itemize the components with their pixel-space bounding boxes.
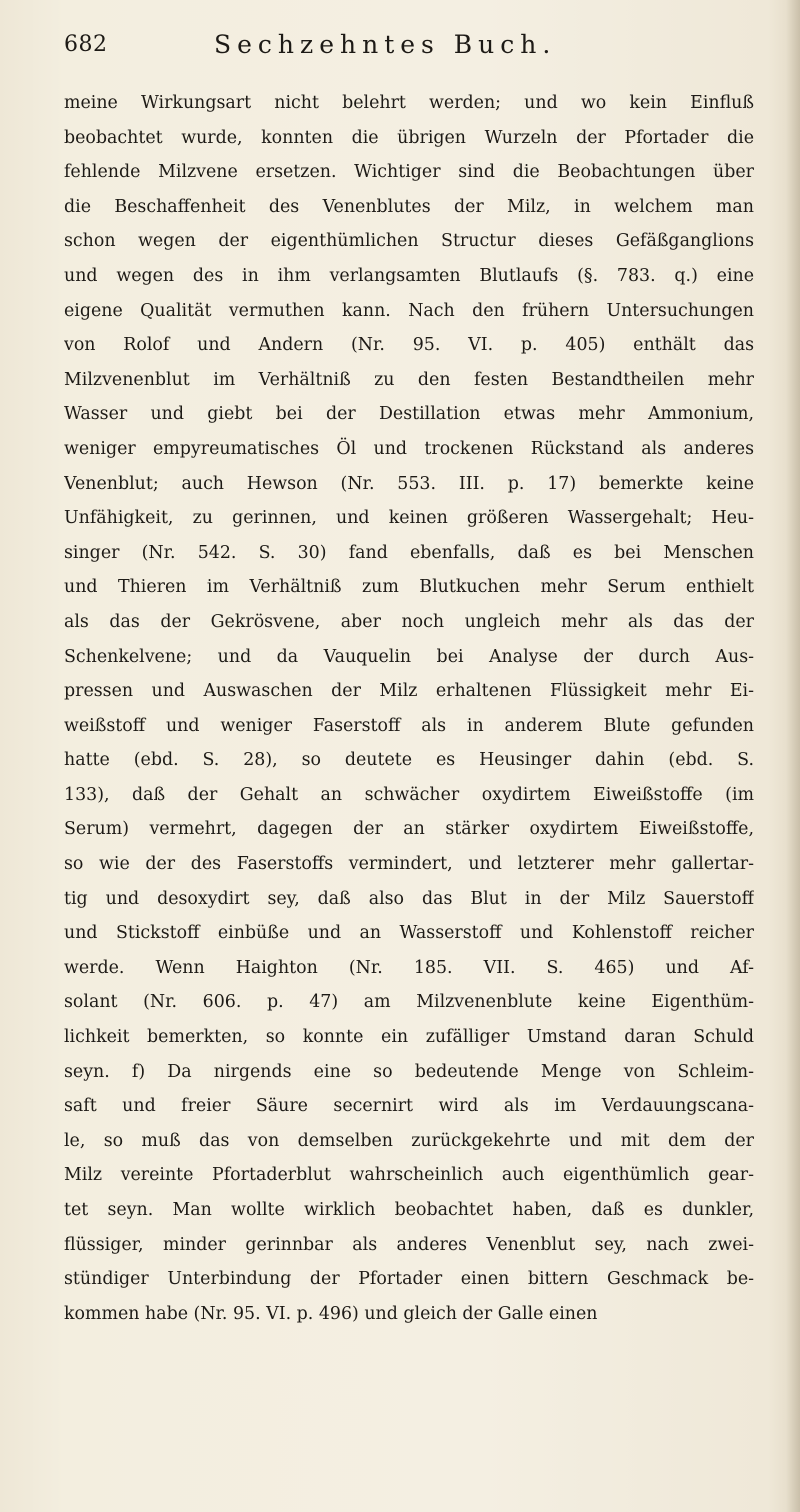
text-line: hatte (ebd. S. 28), so deutete es Heusinger dahin (ebd. S. [64,750,754,771]
text-line: Milz vereinte Pfortaderblut wahrscheinlich auch eigenthümlich gear- [64,1165,754,1186]
text-line: meine Wirkungsart nicht belehrt werden; und wo kein Einfluß [64,93,754,113]
text-line: die Beschaffenheit des Venenblutes der Milz, in welchem man [64,196,754,217]
text-line: eigene Qualität vermuthen kann. Nach den frühern Untersuchungen [64,300,754,321]
text-line: Milzvenenblut im Verhältniß zu den festen Bestandtheilen mehr [64,369,754,390]
text-line: 133), daß der Gehalt an schwächer oxydirtem Eiweißstoffe (im [64,784,754,805]
text-line: schon wegen der eigenthümlichen Structur dieses Gefäßganglions [64,231,754,252]
text-line: weißstoff und weniger Faserstoff als in anderem Blute gefunden [64,715,754,736]
text-line: pressen und Auswaschen der Milz erhaltenen Flüssigkeit mehr Ei- [64,681,754,702]
page-header [64,26,754,66]
text-line: fehlende Milzvene ersetzen. Wichtiger sind die Beobachtungen über [64,162,754,183]
text-line: und Stickstoff einbüße und an Wasserstoff und Kohlenstoff reicher [64,923,754,944]
text-line: kommen habe (Nr. 95. VI. p. 496) und gleich der Galle einen [64,1303,598,1324]
text-line: singer (Nr. 542. S. 30) fand ebenfalls, daß es bei Menschen [64,542,754,563]
text-line: stündiger Unterbindung der Pfortader einen bittern Geschmack be- [64,1269,754,1290]
text-line: von Rolof und Andern (Nr. 95. VI. p. 405) enthält das [64,335,754,356]
text-line: flüssiger, minder gerinnbar als anderes Venenblut sey, nach zwei- [64,1234,754,1255]
text-line: Venenblut; auch Hewson (Nr. 553. III. p. 17) bemerkte keine [64,473,754,494]
text-line: und Thieren im Verhältniß zum Blutkuchen mehr Serum enthielt [64,577,754,598]
body-text [64,86,754,1331]
text-line: werde. Wenn Haighton (Nr. 185. VII. S. 465) und Af- [64,957,754,978]
page-edge-shadow [786,0,800,1512]
text-line: Schenkelvene; und da Vauquelin bei Analyse der durch Aus- [64,646,754,667]
text-line: beobachtet wurde, konnten die übrigen Wurzeln der Pfortader die [64,127,754,148]
text-line: Wasser und giebt bei der Destillation etwas mehr Ammonium, [64,404,754,425]
text-line: lichkeit bemerkten, so konnte ein zufälliger Umstand daran Schuld [64,1027,754,1048]
running-head: Sechzehntes Buch. [214,30,557,59]
text-line: als das der Gekrösvene, aber noch ungleich mehr als das der [64,611,754,632]
text-line: Serum) vermehrt, dagegen der an stärker oxydirtem Eiweißstoffe, [64,819,754,840]
text-line: Unfähigkeit, zu gerinnen, und keinen größeren Wassergehalt; Heu- [64,508,754,529]
text-line: le, so muß das von demselben zurückgekehrte und mit dem der [64,1130,754,1151]
page-number: 682 [64,32,108,57]
text-line: tet seyn. Man wollte wirklich beobachtet haben, daß es dunkler, [64,1200,754,1220]
text-line: und wegen des in ihm verlangsamten Blutlaufs (§. 783. q.) eine [64,265,754,286]
text-line: seyn. f) Da nirgends eine so bedeutende Menge von Schleim- [64,1061,754,1082]
text-line: so wie der des Faserstoffs vermindert, und letzterer mehr gallertar- [64,854,754,875]
text-line: saft und freier Säure secernirt wird als im Verdauungscana- [64,1096,754,1117]
text-line: weniger empyreumatisches Öl und trockenen Rückstand als anderes [64,438,754,459]
text-line: tig und desoxydirt sey, daß also das Blut in der Milz Sauerstoff [64,888,754,909]
text-line: solant (Nr. 606. p. 47) am Milzvenenblute keine Eigenthüm- [64,992,754,1013]
